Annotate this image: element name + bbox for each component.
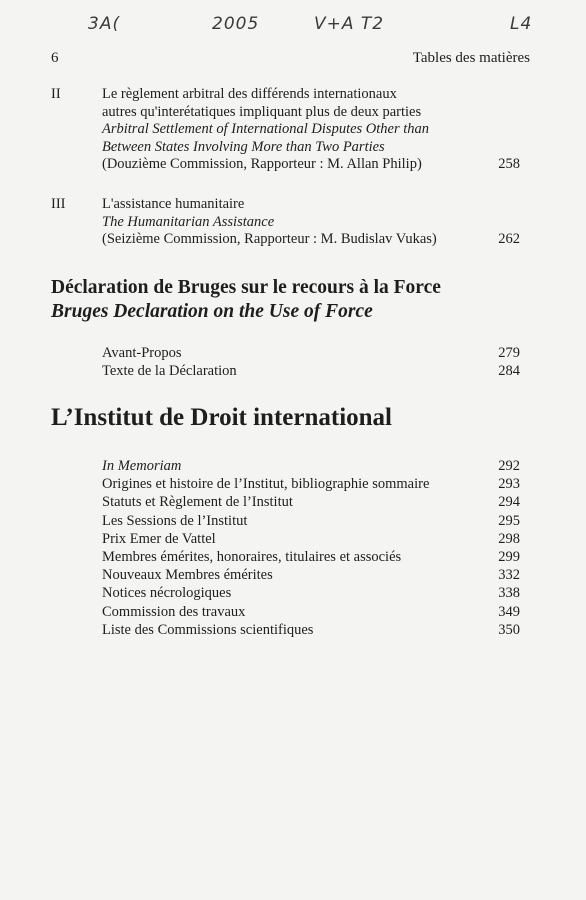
section-commission-line: (Seizième Commission, Rapporteur : M. Budislav Vukas) <box>102 231 437 248</box>
toc-entry[interactable] <box>102 548 520 566</box>
toc-entry[interactable] <box>102 344 520 362</box>
section-body <box>102 86 520 174</box>
toc-entry-page: 293 <box>498 476 520 493</box>
toc-entry-page: 284 <box>498 363 520 380</box>
toc-entry-page: 299 <box>498 549 520 566</box>
toc-entry-label: Commission des travaux <box>102 603 246 620</box>
section-title-line: Le règlement arbitral des différends internationaux <box>102 86 397 102</box>
handwritten-note: 2005 <box>212 14 260 34</box>
section-title-line: autres qu'interétatiques impliquant plus de deux parties <box>102 103 422 120</box>
section-commission-line: (Douzième Commission, Rapporteur : M. Allan Philip) <box>102 156 422 173</box>
toc-entry-label: Origines et histoire de l’Institut, bibliographie sommaire <box>102 476 430 493</box>
toc-entry-page: 292 <box>498 458 520 474</box>
toc-entry-page: 338 <box>498 585 520 602</box>
toc-entry-page: 332 <box>498 567 520 584</box>
institut-entries <box>102 457 520 639</box>
toc-entry[interactable] <box>102 566 520 584</box>
section-numeral: III <box>51 196 66 212</box>
section-body <box>102 196 520 249</box>
section-english-title-line: Arbitral Settlement of International Disputes Other than <box>102 121 430 138</box>
toc-entry-label: Texte de la Déclaration <box>102 363 237 380</box>
toc-entry[interactable] <box>102 530 520 548</box>
section-numeral: II <box>51 86 61 102</box>
bruges-heading-en: Bruges Declaration on the Use of Force <box>51 301 373 322</box>
toc-entry-label: Les Sessions de l’Institut <box>102 512 248 529</box>
section-english-title-line: The Humanitarian Assistance <box>102 213 275 230</box>
section-title-line: L'assistance humanitaire <box>102 196 245 212</box>
toc-entry[interactable] <box>102 603 520 621</box>
toc-entry-label: Statuts et Règlement de l’Institut <box>102 494 293 511</box>
toc-entry[interactable] <box>102 493 520 511</box>
handwritten-note: V+A T2 <box>314 14 385 34</box>
page-number: 6 <box>51 50 59 66</box>
toc-entry-page: 294 <box>498 494 520 511</box>
toc-entry-label: Nouveaux Membres émérites <box>102 567 273 584</box>
toc-entry[interactable] <box>102 362 520 380</box>
toc-entry[interactable] <box>102 584 520 602</box>
handwritten-note: L4 <box>510 14 533 34</box>
section-page-number: 258 <box>498 156 520 173</box>
toc-entry-label: Prix Emer de Vattel <box>102 530 216 547</box>
bruges-entries <box>102 344 520 380</box>
toc-entry-page: 350 <box>498 621 520 638</box>
toc-entry-page: 349 <box>498 603 520 620</box>
toc-entry-label: Liste des Commissions scientifiques <box>102 621 314 638</box>
section-english-title-line: Between States Involving More than Two Parties <box>102 138 385 155</box>
bruges-heading-fr: Déclaration de Bruges sur le recours à la Force <box>51 277 441 298</box>
toc-entry[interactable] <box>102 475 520 493</box>
toc-entry-label: Notices nécrologiques <box>102 585 232 602</box>
handwritten-note: 3A( <box>88 14 121 34</box>
toc-entry-label: Avant-Propos <box>102 345 182 361</box>
toc-entry-page: 279 <box>498 345 520 361</box>
toc-entry[interactable] <box>102 621 520 639</box>
toc-entry[interactable] <box>102 457 520 475</box>
toc-entry-label: In Memoriam <box>102 458 182 474</box>
toc-entry[interactable] <box>102 512 520 530</box>
toc-entry-page: 295 <box>498 512 520 529</box>
toc-entry-label: Membres émérites, honoraires, titulaires et associés <box>102 549 402 566</box>
institut-heading: L’Institut de Droit international <box>51 404 393 431</box>
section-page-number: 262 <box>498 231 520 248</box>
running-title: Tables des matières <box>412 50 530 66</box>
toc-entry-page: 298 <box>498 530 520 547</box>
